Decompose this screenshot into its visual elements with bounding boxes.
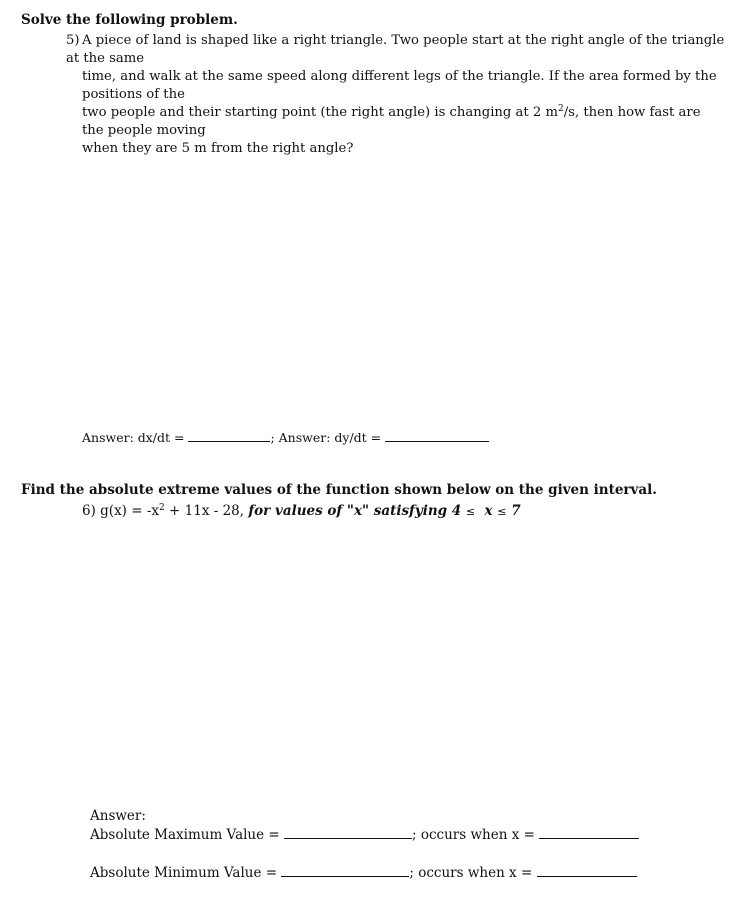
- min-x-field[interactable]: [537, 864, 637, 877]
- problem-6-function: $g(x) = -x^2 + 11x - 28$,: [100, 503, 245, 519]
- problem-5-line1: 5) A piece of land is shaped like a right triangle. Two people start at the right angle of the triangle at the same: [66, 33, 725, 66]
- problem-5-line4: when they are 5 m from the right angle?: [82, 141, 354, 156]
- answer-dx-label: Answer: dx/dt =: [82, 430, 185, 445]
- max-x-field[interactable]: [539, 826, 639, 839]
- problem-6-number: 6): [82, 503, 96, 519]
- answer-dy-label: ; Answer: dy/dt =: [270, 430, 382, 445]
- max-row: [90, 826, 639, 843]
- answer-dx-field[interactable]: [188, 429, 270, 442]
- max-value-field[interactable]: [284, 826, 412, 839]
- min-row: [90, 864, 637, 881]
- problem-5-number: 5): [66, 33, 80, 48]
- answer-row-5: [82, 429, 489, 445]
- answer-dy-field[interactable]: [385, 429, 489, 442]
- section1-heading: Solve the following problem.: [21, 12, 238, 28]
- problem-5-line2: time, and walk at the same speed along different legs of the triangle. If the area formed by the positions of the: [82, 69, 717, 102]
- max-label: Absolute Maximum Value =: [90, 827, 280, 843]
- min-occurs-label: ; occurs when x =: [409, 865, 533, 881]
- max-occurs-label: ; occurs when x =: [412, 827, 535, 843]
- problem-5: [66, 32, 726, 158]
- answer-label-6: Answer:: [90, 808, 146, 824]
- min-label: Absolute Minimum Value =: [90, 865, 278, 881]
- problem-6: [82, 503, 521, 519]
- problem-6-interval: for values of "x" satisfying 4 ≤ x ≤ 7: [248, 503, 521, 519]
- problem-5-line3: two people and their starting point (the right angle) is changing at 2 $m^2/s$, then how fast are the people moving: [82, 104, 701, 138]
- min-value-field[interactable]: [281, 864, 409, 877]
- section2-heading: Find the absolute extreme values of the function shown below on the given interval.: [21, 482, 657, 498]
